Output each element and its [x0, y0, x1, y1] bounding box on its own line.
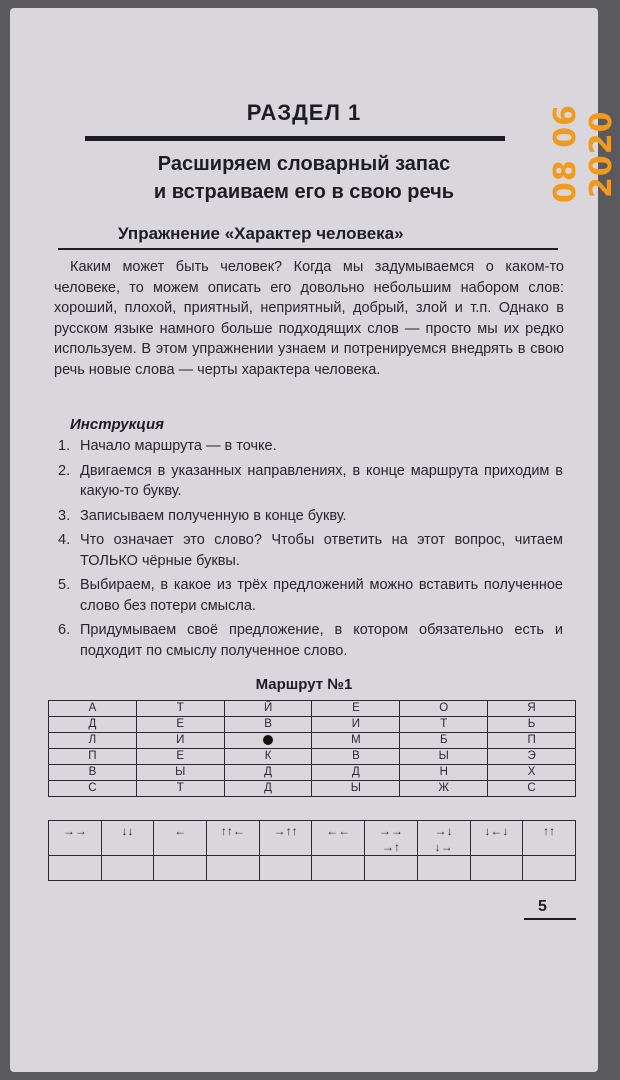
- instruction-text: Начало маршрута — в точке.: [80, 438, 277, 454]
- grid-cell: Ы: [312, 781, 400, 797]
- grid-cell: Т: [400, 717, 488, 733]
- exercise-divider: [58, 248, 558, 250]
- route-step: [154, 821, 207, 856]
- instruction-item: [58, 436, 563, 457]
- route-step: [417, 821, 470, 856]
- route-arrows: ↓←↓: [484, 824, 509, 838]
- grid-cell: Я: [488, 701, 576, 717]
- route-step: [259, 821, 312, 856]
- grid-cell: П: [488, 733, 576, 749]
- instruction-number: 1.: [58, 438, 71, 454]
- grid-cell: В: [49, 765, 137, 781]
- page-number: 5: [538, 898, 547, 915]
- instruction-number: 4.: [58, 532, 71, 548]
- section-divider: [85, 136, 505, 141]
- grid-cell: Д: [49, 717, 137, 733]
- route-step: [101, 821, 154, 856]
- grid-cell: Х: [488, 765, 576, 781]
- instruction-number: 6.: [58, 622, 71, 638]
- letter-grid: [48, 700, 576, 797]
- grid-row: [49, 781, 576, 797]
- grid-row: [49, 733, 576, 749]
- grid-cell: Ы: [136, 765, 224, 781]
- route-arrows: →→: [62, 824, 87, 838]
- instruction-item: [58, 506, 563, 527]
- answer-cell[interactable]: [523, 856, 576, 881]
- answer-cell[interactable]: [207, 856, 260, 881]
- grid-cell: Т: [136, 701, 224, 717]
- route-arrows: →→: [378, 824, 403, 838]
- route-title: Маршрут №1: [255, 676, 353, 693]
- grid-row: [49, 701, 576, 717]
- heading-line-1: Расширяем словарный запас: [157, 153, 451, 175]
- grid-cell: П: [49, 749, 137, 765]
- page-number-rule: [524, 918, 576, 920]
- instruction-number: 3.: [58, 507, 71, 524]
- answer-cell[interactable]: [470, 856, 523, 881]
- route-arrows: →↓: [434, 824, 453, 838]
- answer-cell[interactable]: [259, 856, 312, 881]
- grid-cell: М: [312, 733, 400, 749]
- grid-row: [49, 765, 576, 781]
- instruction-text: Выбираем, в какое из трёх предложений можно вставить полученное слово без потери смысла.: [80, 577, 563, 614]
- heading-line-2: и встраиваем его в свою речь: [153, 181, 455, 203]
- grid-cell: А: [49, 701, 137, 717]
- grid-cell: И: [136, 733, 224, 749]
- grid-cell: Л: [49, 733, 137, 749]
- route-step: [207, 821, 260, 856]
- section-title: РАЗДЕЛ 1: [246, 100, 362, 125]
- answer-cell[interactable]: [101, 856, 154, 881]
- grid-cell: Ь: [488, 717, 576, 733]
- grid-cell: В: [312, 749, 400, 765]
- route-arrows: ↓→: [434, 840, 453, 854]
- route-arrows: →↑: [381, 840, 400, 854]
- instruction-item: [58, 530, 563, 571]
- grid-row: [49, 749, 576, 765]
- grid-cell: Е: [136, 717, 224, 733]
- grid-cell: С: [488, 781, 576, 797]
- route-table: [48, 820, 576, 881]
- instruction-text: Двигаемся в указанных направлениях, в конце маршрута приходим в какую-то букву.: [80, 462, 563, 499]
- route-answer-row: [49, 856, 576, 881]
- instruction-item: [58, 620, 563, 661]
- answer-cell[interactable]: [417, 856, 470, 881]
- route-step: [470, 821, 523, 856]
- answer-cell[interactable]: [49, 856, 102, 881]
- route-arrows: ↓↓: [121, 824, 134, 838]
- answer-cell[interactable]: [312, 856, 365, 881]
- intro-paragraph: Каким может быть человек? Когда мы задумываемся о каком-то человеке, то можем описать его довольно небольшим набором слов: хороший, плохой, приятный, неприятный, добрый, злой и т.п. Однако в русском языке намного больше подходящих слов — просто мы их редко используем. В этом упражнении узнаем и потренируемся внедрять в свою речь новые слова — черты характера человека.: [54, 259, 564, 378]
- route-step: [312, 821, 365, 856]
- start-dot-icon: [263, 735, 273, 745]
- photo-datestamp: 08 06 2020: [548, 104, 619, 204]
- instruction-text: Что означает это слово? Чтобы ответить на этот вопрос, читаем ТОЛЬКО чёрные буквы.: [80, 532, 563, 569]
- grid-cell: И: [312, 717, 400, 733]
- exercise-title: Упражнение «Характер человека»: [118, 224, 404, 243]
- grid-cell: Д: [312, 765, 400, 781]
- instruction-list: [58, 436, 563, 665]
- instruction-heading: Инструкция: [70, 416, 164, 433]
- grid-cell: Й: [224, 701, 312, 717]
- grid-cell: С: [49, 781, 137, 797]
- route-arrows-row: [49, 821, 576, 856]
- instruction-item: [58, 461, 563, 502]
- grid-cell: В: [224, 717, 312, 733]
- route-step: [365, 821, 418, 856]
- answer-cell[interactable]: [365, 856, 418, 881]
- grid-cell: Б: [400, 733, 488, 749]
- route-arrows: ←←: [326, 824, 351, 838]
- grid-cell: Е: [136, 749, 224, 765]
- grid-cell: О: [400, 701, 488, 717]
- main-heading: [50, 150, 558, 206]
- grid-cell: Д: [224, 781, 312, 797]
- answer-cell[interactable]: [154, 856, 207, 881]
- instruction-text: Записываем полученную в конце букву.: [80, 507, 347, 524]
- route-arrows: ↑↑←: [220, 824, 245, 838]
- instruction-number: 5.: [58, 577, 71, 593]
- grid-cell: Э: [488, 749, 576, 765]
- grid-cell: Е: [312, 701, 400, 717]
- instruction-number: 2.: [58, 462, 71, 479]
- grid-cell: Ы: [400, 749, 488, 765]
- workbook-page: [10, 8, 619, 1072]
- grid-cell: Н: [400, 765, 488, 781]
- grid-cell: К: [224, 749, 312, 765]
- grid-cell: Ж: [400, 781, 488, 797]
- grid-cell: Д: [224, 765, 312, 781]
- route-arrows: ←: [174, 824, 187, 838]
- grid-row: [49, 717, 576, 733]
- route-arrows: →↑↑: [273, 824, 298, 838]
- instruction-item: [58, 575, 563, 616]
- grid-cell: Т: [136, 781, 224, 797]
- route-step: [49, 821, 102, 856]
- route-step: [523, 821, 576, 856]
- instruction-text: Придумываем своё предложение, в котором обязательно есть и подходит по смыслу полученное слово.: [80, 622, 563, 659]
- route-arrows: ↑↑: [543, 824, 556, 838]
- grid-cell-start: [224, 733, 312, 749]
